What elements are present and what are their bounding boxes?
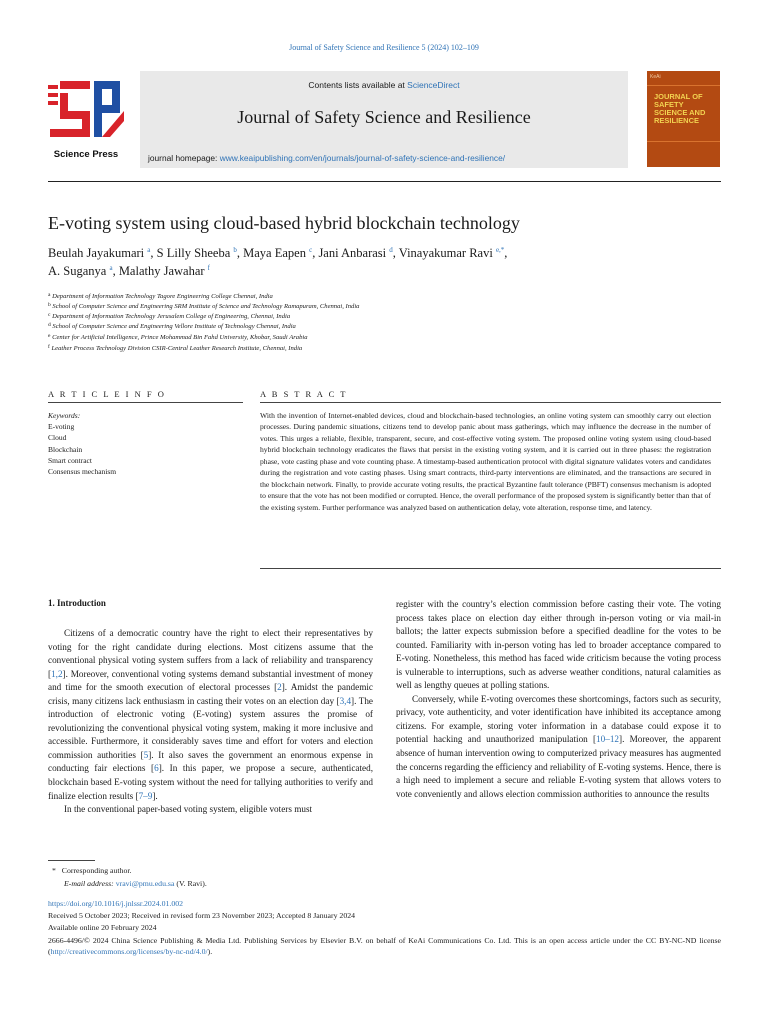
email-link[interactable]: vravi@pmu.edu.sa [115,879,175,888]
email-note [64,879,207,888]
author-name[interactable]: Beulah Jayakumari [48,246,145,260]
affiliation-d: $^d$ School of Computer Science and Engineering Vellore Institute of Technology Chennai, India [48,322,296,330]
received-dates: Received 5 October 2023; Received in revised form 23 November 2023; Accepted 8 January 2024 [48,911,356,920]
corresponding-author-note [52,866,132,875]
intro-paragraph-3: Conversely, while E-voting overcomes these shortcomings, factors such as security, privacy, vote authenticity, and voter identification have inhibited its acceptance among citizens. For example, storing voter information in a database could expose it to potential hacking and unauthorized manipulation [10–12]. Moreover, the apparent absence of human intervention owing to computerized privacy measures has augmented the concerns regarding the efficiency and reliability of E-voting systems. Hence, there is a high need to implement a secure and reliable E-voting system that allows voters to vote conveniently and allows election commission authorities to announce the results [396,693,721,799]
citation-link[interactable]: 2 [277,682,282,693]
author-name[interactable]: S Lilly Sheeba [156,246,231,260]
affiliation-marker[interactable]: f [207,264,211,272]
science-press-logo [48,81,124,153]
citation-link[interactable]: 7–9 [138,790,153,801]
corresponding-label: Corresponding author. [61,866,132,875]
cover-publisher-tag: KeAi [650,74,661,80]
affiliation-c: $^c$ Department of Information Technology Jerusalem College of Engineering, Chennai, India [48,312,291,320]
title-divider [48,181,721,182]
affiliation-b: $^b$ School of Computer Science and Engineering SRM Institute of Science and Technology Ramapuram, Chennai, India [48,302,360,310]
affiliation-marker[interactable]: d [389,246,393,254]
affiliation-marker[interactable]: a [109,264,113,272]
keyword-item: Consensus mechanism [48,467,117,476]
author-name[interactable]: Malathy Jawahar [118,264,205,278]
abstract-bottom-rule [260,568,721,569]
author-name[interactable]: A. Suganya [48,264,107,278]
affiliation-marker[interactable]: a [147,246,151,254]
masthead-panel [140,71,628,168]
citation-link[interactable]: 6 [154,763,159,774]
contents-line [140,80,628,90]
author-name[interactable]: Vinayakumar Ravi [398,246,493,260]
intro-paragraph-2: In the conventional paper-based voting system, eligible voters must [64,804,313,815]
citation-link[interactable]: 10–12 [596,734,620,745]
journal-cover-image[interactable] [647,71,720,167]
section-heading-introduction: 1. Introduction [48,598,106,608]
author-name[interactable]: Maya Eapen [243,246,306,260]
cover-title: JOURNAL OF SAFETY SCIENCE AND RESILIENCE [654,92,706,125]
affiliation-e: $^e$ Center for Artificial Intelligence, Prince Mohammad Bin Fahd University, Khobar, Saudi Arabia [48,333,308,341]
keyword-item: Cloud [48,433,67,442]
footnote-mark: * [52,866,56,875]
available-online: Available online 20 February 2024 [48,923,157,932]
article-info-rule [48,402,243,403]
author-line-2: A. Suganya $^a$, Malathy Jawahar $^f$ [48,264,211,278]
affiliation-marker[interactable]: c [309,246,313,254]
masthead [48,71,721,168]
body-column-right [396,598,721,801]
author-name[interactable]: Jani Anbarasi [318,246,387,260]
contents-prefix: Contents lists available at [308,80,408,90]
homepage-link[interactable]: www.keaipublishing.com/en/journals/journal-of-safety-science-and-resilience/ [219,153,506,163]
keyword-item: Smart contract [48,456,92,465]
author-line-1: Beulah Jayakumari $^a$, S Lilly Sheeba $^b$, Maya Eapen $^c$, Jani Anbarasi $^d$, Vinayakumar Ravi $^{e,*}$, [48,246,508,260]
science-press-label: Science Press [53,149,119,160]
journal-reference[interactable]: Journal of Safety Science and Resilience 5 (2024) 102–109 [289,43,479,52]
abstract-text: With the invention of Internet-enabled devices, cloud and blockchain-based technologies, an online voting system can smoothly carry out election processes. During pandemic situations, citizens tend to develop panic about mass gatherings, which may influence the decrease in the number of votes. This urges a reliable, flexible, transparent, secure, and cost-effective voting system. The proposed online voting system using cloud-based hybrid blockchain technology eradicates the flaws that persist in the existing voting system, and it is carried out in three phases: the registration phase, vote casting phase and vote counting phase. A timestamp-based authentication protocol with digital signature validates voters and candidates during the registration and vote casting phases. Using smart contracts, third-party interventions are eliminated, and the transactions are secured in the blockchain network. Finally, to provide accurate voting results, the practical Byzantine fault tolerance (PBFT) consensus mechanism is adopted to ensure that the vote has not been modified or corrupted. Hence, the overall performance of the proposed system is significantly better than that of the existing system. Further performance was analyzed based on authentication delay, vote alteration, response time, and latency. [260,411,711,512]
affiliation-f: $^f$ Leather Process Technology Division CSIR-Central Leather Research Institute, Chennai, India [48,344,303,352]
affiliation-marker[interactable]: e,* [495,246,505,254]
journal-title: Journal of Safety Science and Resilience [237,107,531,127]
affiliation-marker[interactable]: b [233,246,237,254]
keyword-item: Blockchain [48,445,83,454]
email-suffix: (V. Ravi). [174,879,207,888]
citation-link[interactable]: 5 [143,749,149,760]
doi-link[interactable]: https://doi.org/10.1016/j.jnlssr.2024.01.002 [48,899,184,908]
article-title: E-voting system using cloud-based hybrid blockchain technology [48,213,520,233]
homepage-prefix: journal homepage: [148,153,220,163]
abstract-heading: A B S T R A C T [260,389,348,399]
intro-paragraph-continued: register with the country’s election commission before casting their vote. The voting process takes place on election day either through in-person voting or via mail-in ballots; the latter expects submission before a specified deadline for the votes to be counted. Familiarity with in-person voting has led to broader acceptance compared to E-voting. Nonetheless, this method has faced wide criticism because the voting process is vulnerable to interruptions, such as adverse weather conditions, natural calamities as well as lengthy queues at polling stations. [396,599,721,691]
license-link[interactable]: http://creativecommons.org/licenses/by-nc-nd/4.0/ [50,947,208,957]
keyword-item: E-voting [48,422,75,431]
abstract-rule [260,402,721,403]
body-column-left [48,627,373,817]
citation-link[interactable]: 3,4 [339,695,352,706]
homepage-line [148,153,505,163]
footnote-rule [48,860,95,861]
affiliation-a: $^a$ Department of Information Technology Tagore Engineering College Chennai, India [48,292,273,300]
intro-paragraph-1: Citizens of a democratic country have the right to elect their representatives by voting for the right candidate during elections. Most citizens assume that the conventional physical voting system suffers from a lack of reliability and transparency [1,2]. Moreover, conventional voting systems demand substantial investment of money and time for the smooth execution of electoral processes [2]. Amidst the pandemic crisis, many citizens lack enthusiasm in casting their votes on an election day [3,4]. The introduction of electronic voting (E-voting) system assures the promise of revolutionizing the conventional physical voting system, making it more inclusive and accessible. Furthermore, it considerably saves time and effort for voters and election commission authorities [5]. It also saves the government an enormous expense in conducting fair elections [6]. In this paper, we propose a secure, authenticated, blockchain based E-voting system without the need for tallying authorities to verify and finalize election results [7–9]. [48,628,374,801]
article-info-heading: A R T I C L E I N F O [48,389,166,399]
email-label: E-mail address: [64,879,114,888]
sciencedirect-link[interactable]: ScienceDirect [407,80,460,90]
license-text: 2666-4496/© 2024 China Science Publishing & Media Ltd. Publishing Services by Elsevier B.V. on behalf of KeAi Communications Co. Ltd. This is an open access article under the CC BY-NC-ND license (http://creativecommons.org/licenses/by-nc-nd/4.0/). [48,936,721,957]
keywords-label: Keywords: [48,411,81,420]
citation-link[interactable]: 1,2 [51,668,63,679]
